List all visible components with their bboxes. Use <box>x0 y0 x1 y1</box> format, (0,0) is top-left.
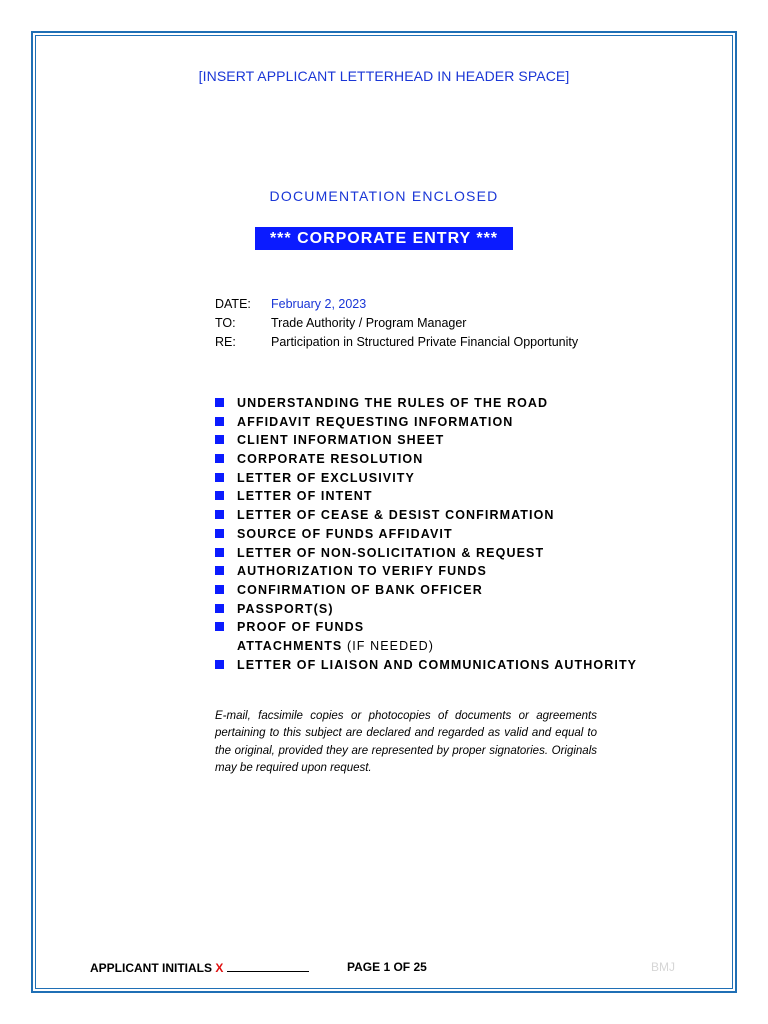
re-value: Participation in Structured Private Financial Opportunity <box>271 335 579 349</box>
list-item-label: LETTER OF INTENT <box>237 489 373 504</box>
attachments-label: ATTACHMENTS <box>237 638 343 653</box>
list-item <box>215 487 637 506</box>
square-bullet-icon <box>215 622 224 631</box>
list-item-label: LETTER OF LIAISON AND COMMUNICATIONS AUTHORITY <box>237 657 638 672</box>
disclaimer-text: E-mail, facsimile copies or photocopies of documents or agreements pertaining to this subject are declared and regarded as valid and equal to the original, provided they are represented by proper signatories. Originals may be required upon request. <box>215 710 597 774</box>
date-label: DATE: <box>215 297 251 311</box>
list-item <box>215 600 637 619</box>
list-item-label: LETTER OF CEASE & DESIST CONFIRMATION <box>237 508 555 523</box>
list-item <box>215 431 637 450</box>
re-label: RE: <box>215 335 236 349</box>
page-number: PAGE 1 OF 25 <box>347 960 427 974</box>
corporate-entry-banner: *** CORPORATE ENTRY *** <box>255 227 513 250</box>
list-item <box>215 618 637 637</box>
square-bullet-icon <box>215 566 224 575</box>
to-label: TO: <box>215 316 236 330</box>
list-item-label: CORPORATE RESOLUTION <box>237 452 424 467</box>
list-item <box>215 413 637 432</box>
list-item-label: LETTER OF EXCLUSIVITY <box>237 470 415 485</box>
applicant-initials-field <box>90 960 309 975</box>
list-item <box>215 394 637 413</box>
list-item-label: PROOF OF FUNDS <box>237 620 365 635</box>
list-item <box>215 469 637 488</box>
square-bullet-icon <box>215 529 224 538</box>
list-item <box>215 525 637 544</box>
letterhead-placeholder: [INSERT APPLICANT LETTERHEAD IN HEADER SPACE] <box>198 68 570 84</box>
date-value: February 2, 2023 <box>271 297 367 311</box>
square-bullet-icon <box>215 398 224 407</box>
list-item-continuation <box>215 637 637 656</box>
square-bullet-icon <box>215 548 224 557</box>
to-value: Trade Authority / Program Manager <box>271 316 467 330</box>
list-item <box>215 562 637 581</box>
list-item-label: SOURCE OF FUNDS AFFIDAVIT <box>237 526 453 541</box>
list-item <box>215 656 637 675</box>
square-bullet-icon <box>215 454 224 463</box>
enclosed-documents-list <box>215 394 637 674</box>
square-bullet-icon <box>215 585 224 594</box>
square-bullet-icon <box>215 435 224 444</box>
square-bullet-icon <box>215 491 224 500</box>
square-bullet-icon <box>215 604 224 613</box>
list-item <box>215 450 637 469</box>
list-item-label: LETTER OF NON-SOLICITATION & REQUEST <box>237 545 545 560</box>
square-bullet-icon <box>215 417 224 426</box>
square-bullet-icon <box>215 660 224 669</box>
list-item <box>215 506 637 525</box>
initials-x-mark: X <box>215 961 224 975</box>
list-item-label: UNDERSTANDING THE RULES OF THE ROAD <box>237 396 549 410</box>
initials-label: APPLICANT INITIALS <box>90 961 216 975</box>
list-item-label: PASSPORT(S) <box>237 601 334 616</box>
attachments-note: (IF NEEDED) <box>342 638 435 653</box>
list-item-label: CONFIRMATION OF BANK OFFICER <box>237 582 483 597</box>
square-bullet-icon <box>215 473 224 482</box>
list-item-label: AFFIDAVIT REQUESTING INFORMATION <box>237 414 514 429</box>
list-item-label: AUTHORIZATION TO VERIFY FUNDS <box>237 564 487 579</box>
watermark-text: BMJ <box>651 960 675 974</box>
list-item <box>215 544 637 563</box>
list-item <box>215 581 637 600</box>
list-item-label: CLIENT INFORMATION SHEET <box>237 433 445 448</box>
documentation-enclosed-heading: DOCUMENTATION ENCLOSED <box>269 188 499 204</box>
square-bullet-icon <box>215 510 224 519</box>
initials-signature-line <box>227 960 309 972</box>
